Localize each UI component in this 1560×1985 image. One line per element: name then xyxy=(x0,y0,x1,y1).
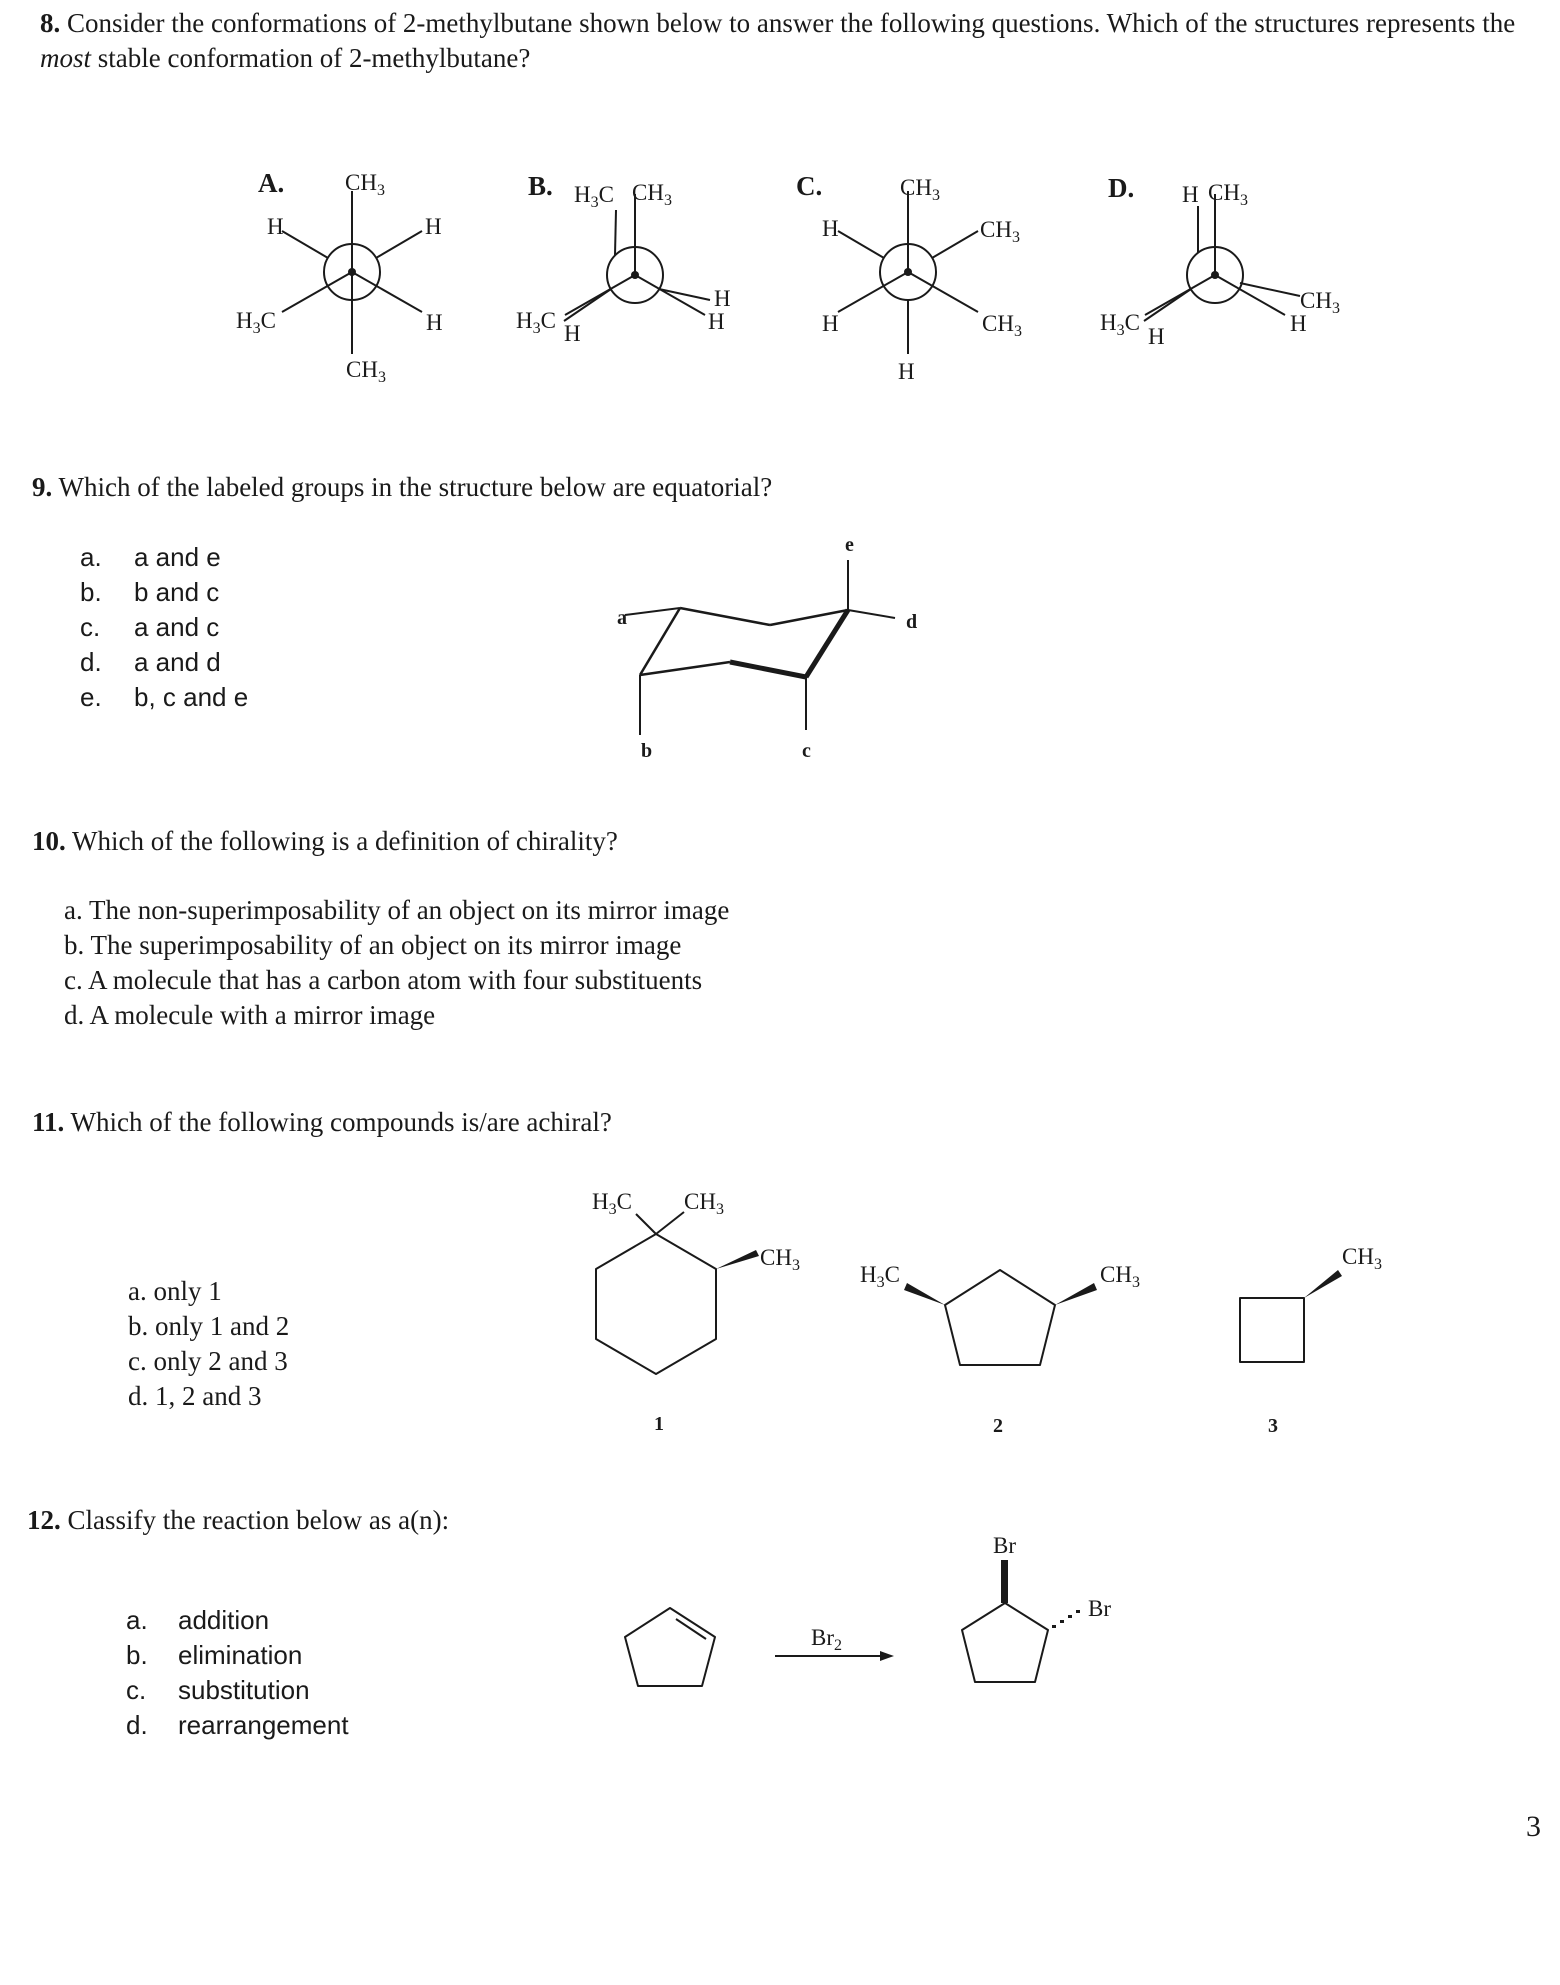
option-row[interactable]: a. a and e xyxy=(80,542,221,572)
chair-label-a: a xyxy=(617,607,627,629)
newman-b-back-left: H xyxy=(564,321,581,346)
c1-methyl-left: $H_3C$ xyxy=(592,1189,632,1218)
option-row[interactable]: a. The non-superimposability of an object on its mirror image xyxy=(64,895,730,925)
option-row[interactable]: c. A molecule that has a carbon atom with four substituents xyxy=(64,965,703,995)
question-11-number: 11. xyxy=(32,1107,65,1137)
newman-a-front-top: $CH_3$ xyxy=(345,170,385,199)
c3-methyl: $CH_3$ xyxy=(1342,1244,1382,1273)
option-row[interactable]: d. 1, 2 and 3 xyxy=(128,1381,262,1411)
question-9-number: 9. xyxy=(32,472,53,502)
option-row[interactable]: e. b, c and e xyxy=(80,682,249,712)
question-11-stem: Which of the following compounds is/are achiral? xyxy=(70,1107,612,1137)
newman-c-front-left: H xyxy=(822,311,839,336)
newman-b-back-top: $H_3C$ xyxy=(574,182,614,211)
option-row[interactable]: c. substitution xyxy=(126,1675,310,1705)
newman-b-back-right: H xyxy=(714,286,731,311)
newman-d-back-top: H xyxy=(1182,182,1199,207)
newman-b-front-right: H xyxy=(708,309,725,334)
compound-2-label: 2 xyxy=(993,1415,1003,1437)
c1-methyl-right: $CH_3$ xyxy=(684,1189,724,1218)
question-9-stem: Which of the labeled groups in the structure below are equatorial? xyxy=(58,472,773,502)
compound-3-label: 3 xyxy=(1268,1415,1278,1437)
c2-methyl-right: $CH_3$ xyxy=(1100,1262,1140,1291)
newman-a-front-right: H xyxy=(426,310,443,335)
option-row[interactable]: d. a and d xyxy=(80,647,221,677)
option-row[interactable]: a. addition xyxy=(126,1605,270,1635)
question-10-stem: Which of the following is a definition of chirality? xyxy=(72,826,618,856)
option-row[interactable]: b. elimination xyxy=(126,1640,303,1670)
newman-a-letter: A. xyxy=(258,168,285,198)
question-8-emphasis: most xyxy=(40,43,92,74)
newman-d-front-top: $CH_3$ xyxy=(1208,180,1248,209)
newman-c-back-left: H xyxy=(822,216,839,241)
option-row[interactable]: b. The superimposability of an object on its mirror image xyxy=(64,930,682,960)
product-br-top: Br xyxy=(993,1533,1016,1558)
newman-d-front-left: $H_3C$ xyxy=(1100,310,1140,339)
newman-b-front-top: $CH_3$ xyxy=(632,180,672,209)
page-number: 3 xyxy=(1526,1810,1541,1843)
c1-methyl-wedge: $CH_3$ xyxy=(760,1245,800,1274)
option-row[interactable]: b. only 1 and 2 xyxy=(128,1311,290,1341)
newman-c-back-right: $CH_3$ xyxy=(980,217,1020,246)
question-10-number: 10. xyxy=(32,826,66,856)
newman-b-front-left: $H_3C$ xyxy=(516,308,556,337)
product-br-dashed: Br xyxy=(1088,1596,1111,1621)
c2-methyl-left: $H_3C$ xyxy=(860,1262,900,1291)
option-row[interactable]: d. rearrangement xyxy=(126,1710,349,1740)
question-12-stem: Classify the reaction below as a(n): xyxy=(67,1505,450,1535)
option-row[interactable]: c. only 2 and 3 xyxy=(128,1346,288,1376)
newman-d-back-left: H xyxy=(1148,324,1165,349)
newman-a-back-left: H xyxy=(267,214,284,239)
option-row[interactable]: b. b and c xyxy=(80,577,220,607)
chair-label-d: d xyxy=(906,611,918,633)
option-row[interactable]: a. only 1 xyxy=(128,1276,222,1306)
newman-c-front-top: $CH_3$ xyxy=(900,175,940,204)
question-8-stem-end: stable conformation of 2-methylbutane? xyxy=(97,43,531,74)
newman-a-front-left: $H_3C$ xyxy=(236,308,276,337)
chair-label-c: c xyxy=(802,740,811,762)
newman-c-letter: C. xyxy=(796,171,823,201)
newman-c-front-right: $CH_3$ xyxy=(982,311,1022,340)
compound-1-label: 1 xyxy=(654,1413,664,1435)
option-row[interactable]: d. A molecule with a mirror image xyxy=(64,1000,436,1030)
newman-c-back-bottom: H xyxy=(898,359,915,384)
question-8-number: 8. xyxy=(40,8,61,38)
newman-d-front-right: H xyxy=(1290,311,1307,336)
newman-b-letter: B. xyxy=(528,171,553,201)
newman-d-letter: D. xyxy=(1108,173,1135,203)
newman-d-back-right: $CH_3$ xyxy=(1300,288,1340,317)
question-8-stem: Consider the conformations of 2-methylbutane shown below to answer the following questions. Which of the structures represents the xyxy=(67,8,1516,38)
reagent-label: $Br_2$ xyxy=(811,1625,842,1654)
chair-label-b: b xyxy=(641,740,653,762)
newman-a-back-right: H xyxy=(425,214,442,239)
chair-label-e: e xyxy=(845,534,854,556)
newman-a-back-bottom: $CH_3$ xyxy=(346,357,386,386)
option-row[interactable]: c. a and c xyxy=(80,612,220,642)
question-12-number: 12. xyxy=(27,1505,61,1535)
